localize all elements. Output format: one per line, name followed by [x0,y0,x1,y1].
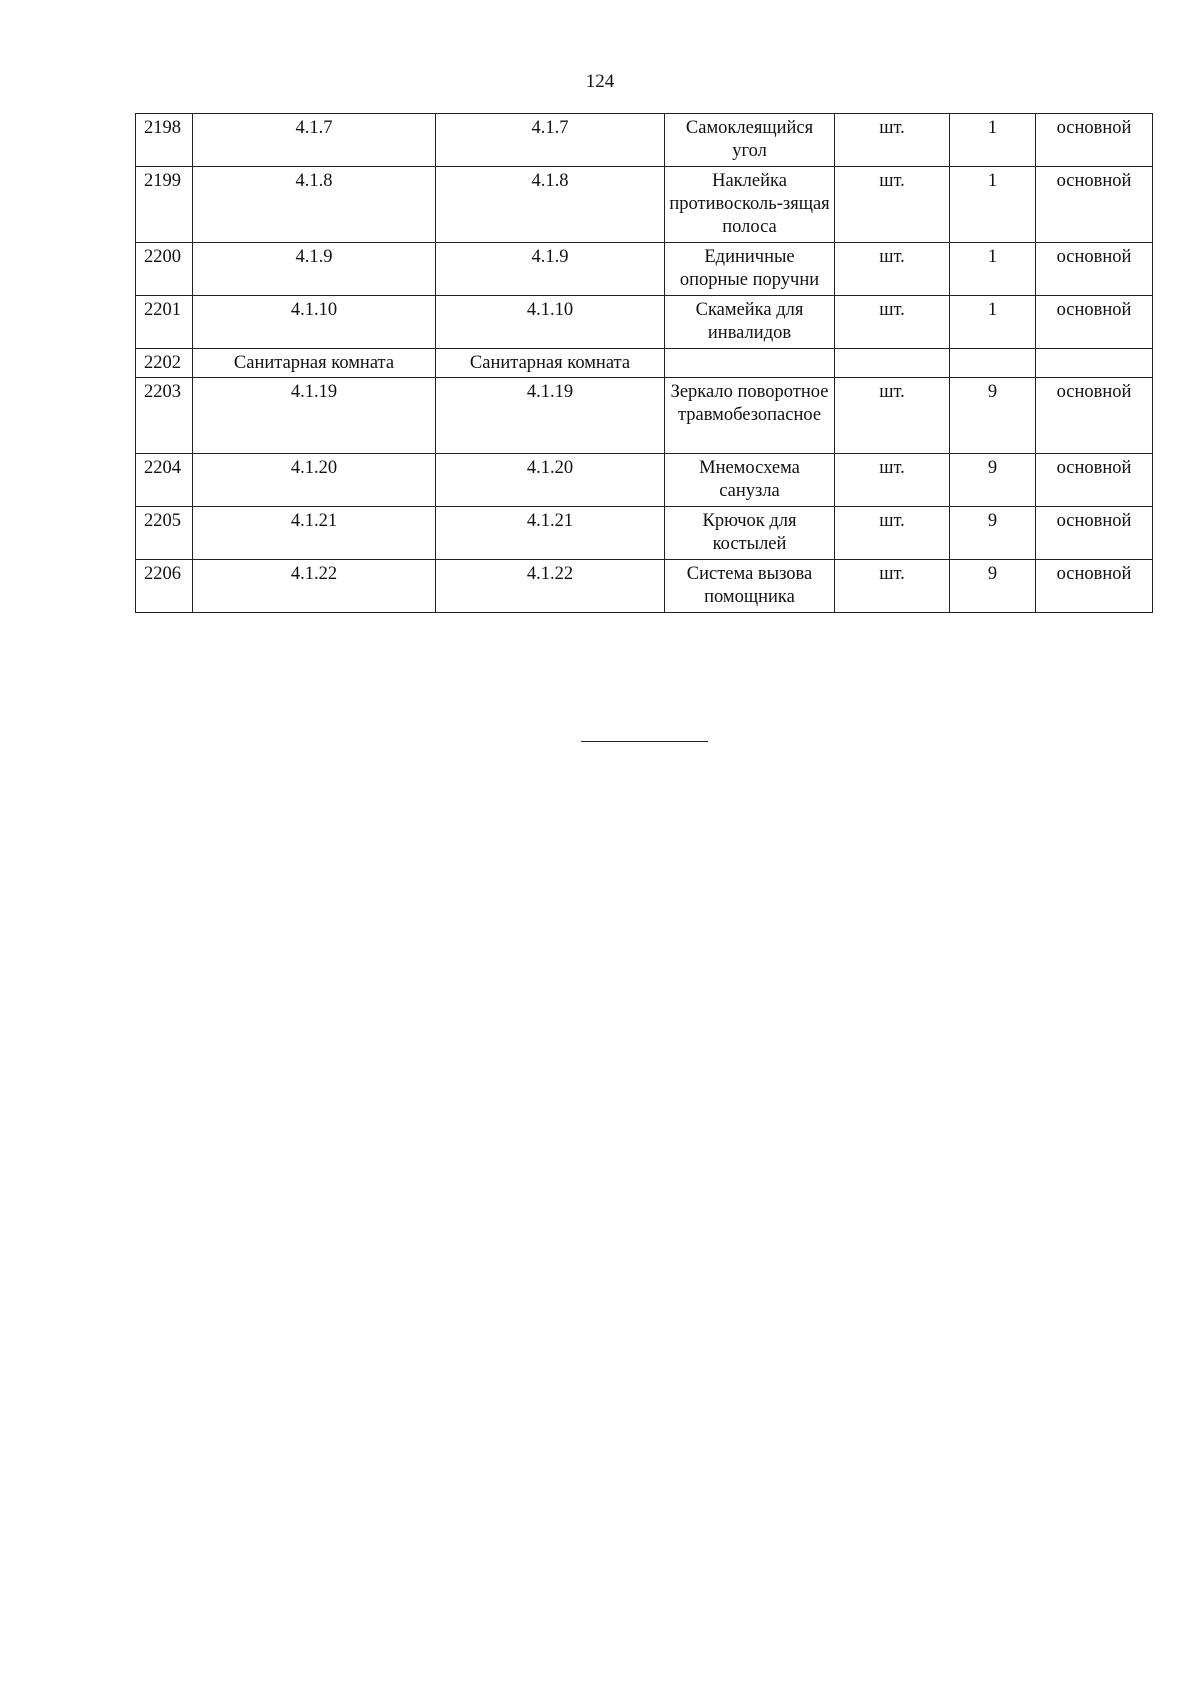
table-row [136,296,1153,349]
type-cell: основной [1036,454,1153,507]
table-row [136,454,1153,507]
quantity-cell: 9 [950,378,1036,454]
end-of-document-rule [581,741,708,742]
type-cell: основной [1036,296,1153,349]
specification-table [135,113,1153,613]
code-cell: 4.1.8 [193,167,436,243]
table-row [136,507,1153,560]
code-cell: 4.1.21 [436,507,665,560]
type-cell: основной [1036,378,1153,454]
row-number-cell: 2204 [136,454,193,507]
item-name-cell [665,349,835,378]
unit-cell: шт. [835,560,950,613]
unit-cell: шт. [835,296,950,349]
code-cell: 4.1.9 [193,243,436,296]
section-title-cell: Санитарная комната [436,349,665,378]
quantity-cell: 9 [950,454,1036,507]
row-number-cell: 2199 [136,167,193,243]
type-cell: основной [1036,114,1153,167]
code-cell: 4.1.19 [436,378,665,454]
item-name-cell: Мнемосхема санузла [665,454,835,507]
table-row [136,560,1153,613]
table-row [136,378,1153,454]
row-number-cell: 2200 [136,243,193,296]
code-cell: 4.1.8 [436,167,665,243]
quantity-cell: 1 [950,114,1036,167]
type-cell: основной [1036,243,1153,296]
code-cell: 4.1.22 [193,560,436,613]
row-number-cell: 2202 [136,349,193,378]
quantity-cell: 1 [950,167,1036,243]
table-row [136,167,1153,243]
quantity-cell: 1 [950,243,1036,296]
code-cell: 4.1.10 [193,296,436,349]
quantity-cell: 9 [950,560,1036,613]
unit-cell: шт. [835,167,950,243]
item-name-cell: Скамейка для инвалидов [665,296,835,349]
unit-cell: шт. [835,454,950,507]
code-cell: 4.1.9 [436,243,665,296]
section-title-cell: Санитарная комната [193,349,436,378]
type-cell: основной [1036,507,1153,560]
quantity-cell: 1 [950,296,1036,349]
row-number-cell: 2201 [136,296,193,349]
unit-cell [835,349,950,378]
item-name-cell: Наклейка противосколь-зящая полоса [665,167,835,243]
item-name-cell: Крючок для костылей [665,507,835,560]
code-cell: 4.1.10 [436,296,665,349]
unit-cell: шт. [835,114,950,167]
unit-cell: шт. [835,507,950,560]
item-name-cell: Самоклеящийся угол [665,114,835,167]
unit-cell: шт. [835,378,950,454]
type-cell: основной [1036,560,1153,613]
page-number: 124 [585,71,615,92]
table-row [136,114,1153,167]
table-row [136,243,1153,296]
quantity-cell: 9 [950,507,1036,560]
type-cell [1036,349,1153,378]
item-name-cell: Система вызова помощника [665,560,835,613]
row-number-cell: 2206 [136,560,193,613]
quantity-cell [950,349,1036,378]
code-cell: 4.1.7 [436,114,665,167]
code-cell: 4.1.19 [193,378,436,454]
code-cell: 4.1.20 [193,454,436,507]
code-cell: 4.1.20 [436,454,665,507]
item-name-cell: Зеркало поворотное травмобезопасное [665,378,835,454]
code-cell: 4.1.22 [436,560,665,613]
item-name-cell: Единичные опорные поручни [665,243,835,296]
type-cell: основной [1036,167,1153,243]
code-cell: 4.1.21 [193,507,436,560]
table-row [136,349,1153,378]
row-number-cell: 2198 [136,114,193,167]
row-number-cell: 2203 [136,378,193,454]
unit-cell: шт. [835,243,950,296]
row-number-cell: 2205 [136,507,193,560]
code-cell: 4.1.7 [193,114,436,167]
